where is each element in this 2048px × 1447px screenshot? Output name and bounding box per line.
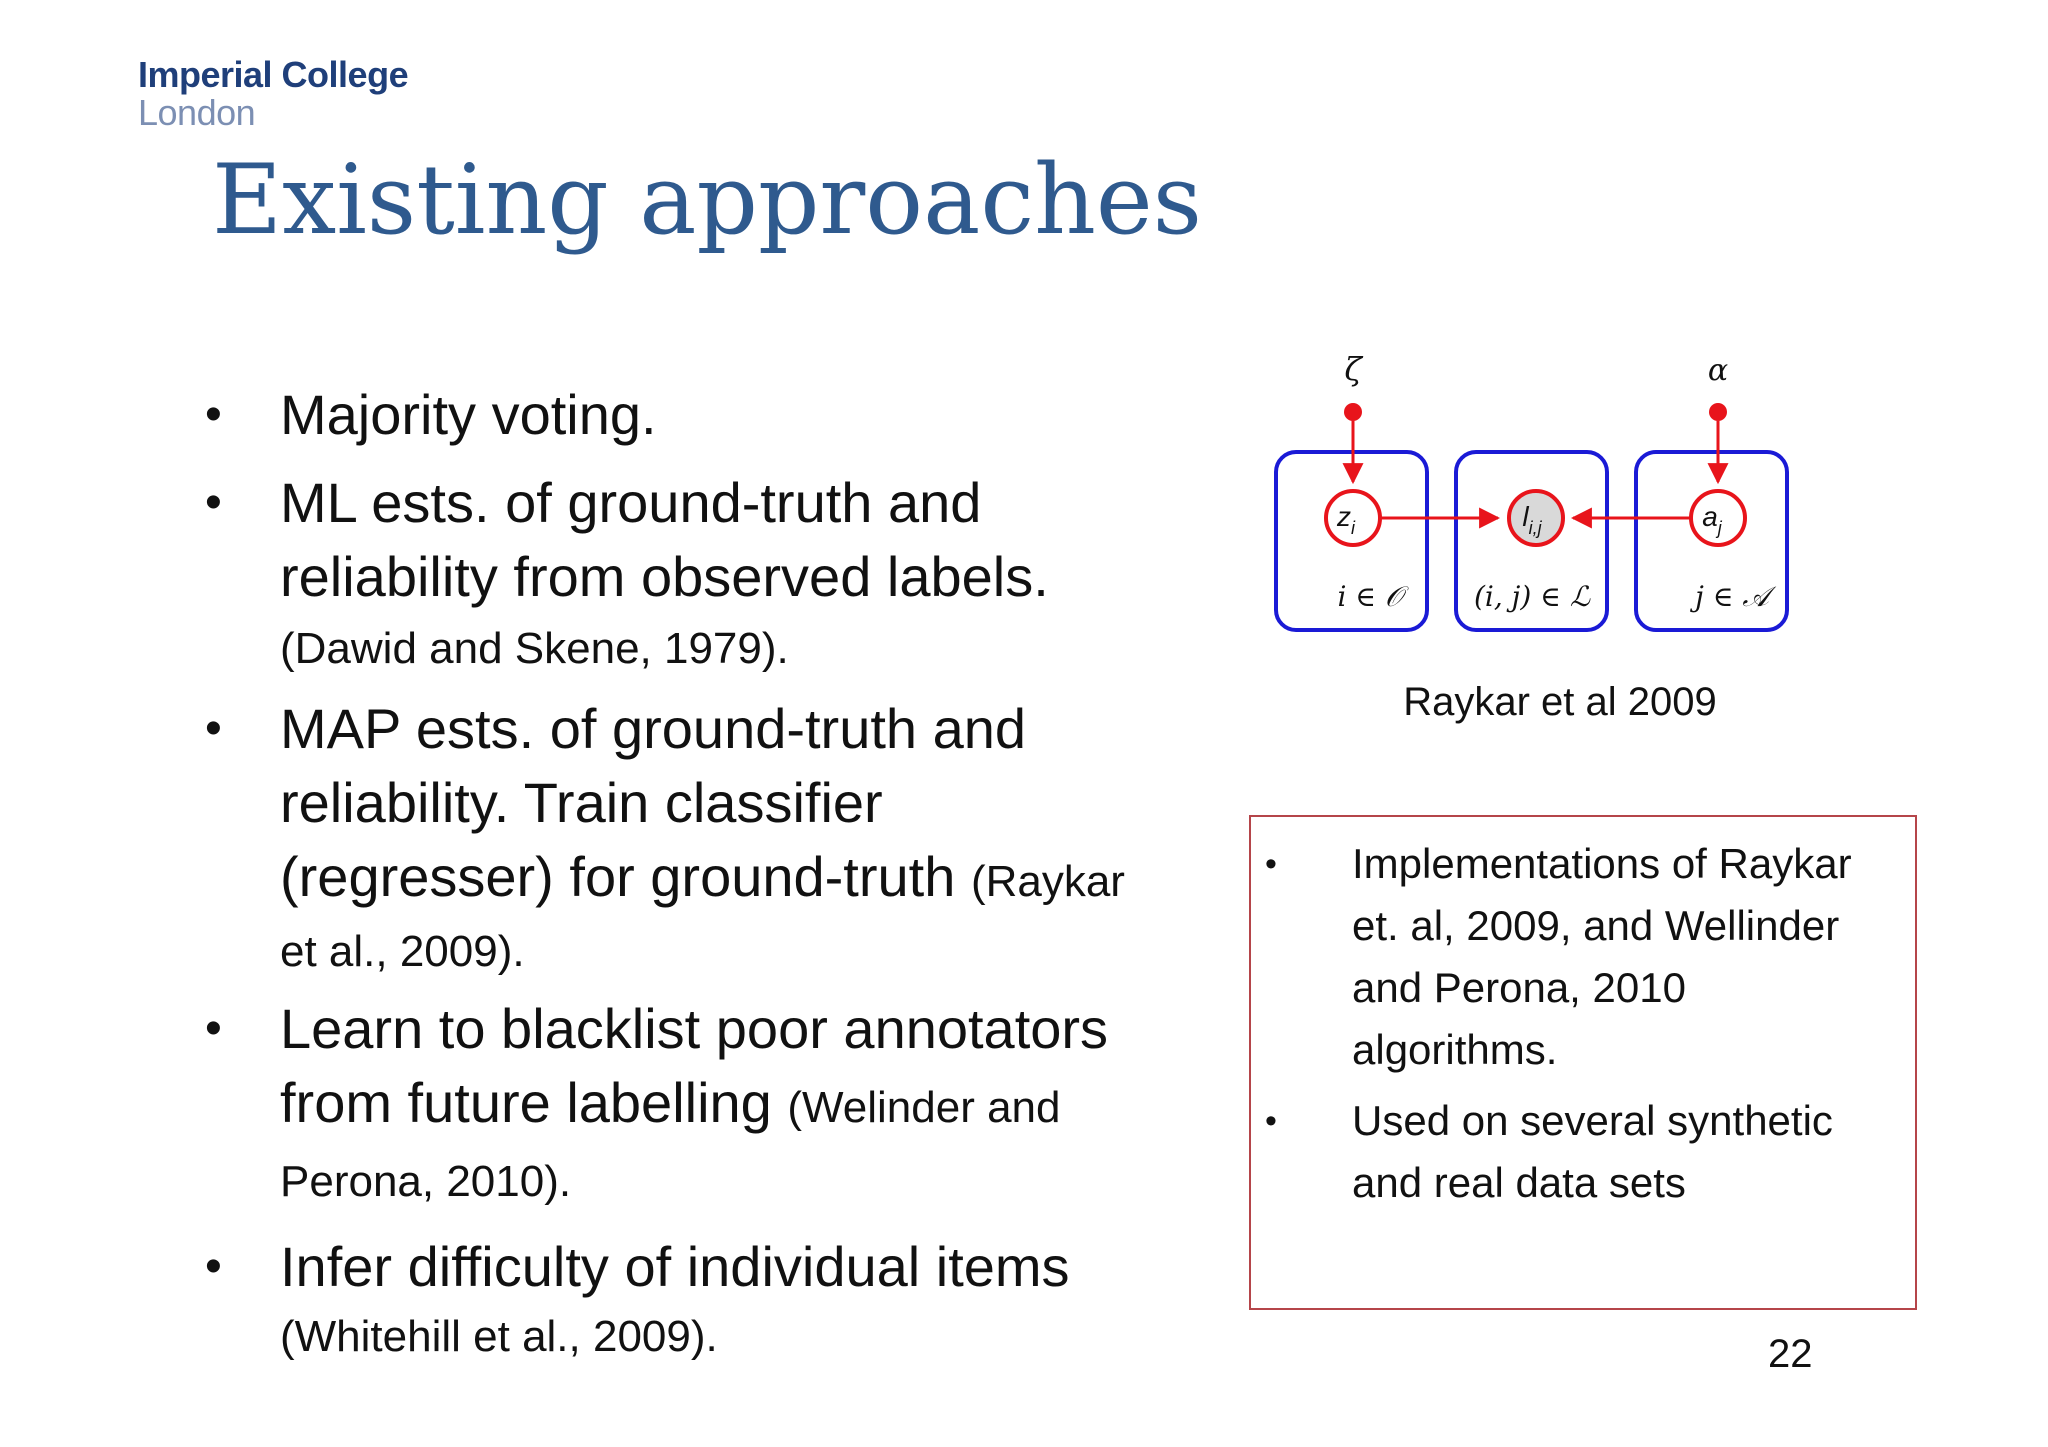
zeta-dot: [1344, 403, 1362, 421]
bullet-citation: (Dawid and Skene, 1979).: [280, 624, 789, 673]
bullet-citation: et al., 2009).: [280, 927, 525, 976]
bullet-text: [280, 466, 1180, 684]
diagram-caption: Raykar et al 2009: [1403, 680, 1717, 724]
bullet-line-with-citation: [280, 840, 1180, 919]
node-a-label: $a_j$: [1702, 501, 1722, 538]
bullet-text: [280, 992, 1180, 1219]
bullet-line: reliability from observed labels.: [280, 545, 1049, 608]
bullet-line-with-citation: [280, 1066, 1180, 1145]
bullet-text: Majority voting.: [280, 383, 657, 446]
bullet-line: reliability. Train classifier: [280, 771, 883, 834]
bullet-dot: •: [205, 1002, 222, 1055]
bullet-dot: •: [205, 702, 222, 755]
bullet-line: (regresser) for ground-truth: [280, 845, 956, 908]
alpha-label: α: [1707, 353, 1729, 388]
plate-annotators-label: j ∈ 𝒜: [1695, 580, 1769, 613]
bullet-citation: (Whitehill et al., 2009).: [280, 1312, 718, 1361]
bullet-dot: •: [205, 388, 222, 441]
page-number: 22: [1768, 1332, 1813, 1376]
bullet-citation: Perona, 2010).: [280, 1157, 572, 1206]
note-line: et. al, 2009, and Wellinder: [1352, 902, 1840, 949]
slide-title: Existing approaches: [212, 144, 1202, 256]
note-bullet-dot: •: [1265, 1102, 1277, 1140]
plate-items-label: i ∈ 𝒪: [1337, 580, 1403, 613]
logo-line-1: Imperial College: [138, 54, 409, 95]
bullet-line: MAP ests. of ground-truth and: [280, 697, 1027, 760]
bullet-citation: (Raykar: [970, 857, 1125, 906]
bullet-line: ML ests. of ground-truth and: [280, 471, 982, 534]
note-line: Used on several synthetic: [1352, 1097, 1833, 1144]
bullet-citation: (Welinder and: [787, 1083, 1061, 1132]
note-line: and real data sets: [1352, 1159, 1686, 1206]
note-box: [1249, 815, 1917, 1310]
node-l-label: $l_{i,j}$: [1522, 501, 1542, 538]
logo-line-2: London: [138, 92, 256, 133]
bullet-text: [280, 1230, 1180, 1370]
alpha-dot: [1709, 403, 1727, 421]
zeta-label: ζ: [1344, 350, 1362, 388]
note-text: [1352, 833, 1912, 1081]
note-line: algorithms.: [1352, 1026, 1558, 1073]
note-line: Implementations of Raykar: [1352, 840, 1852, 887]
note-bullet-dot: •: [1265, 845, 1277, 883]
note-text: [1352, 1090, 1912, 1214]
bullet-dot: •: [205, 476, 222, 529]
bullet-text: [280, 692, 1180, 985]
note-line: and Perona, 2010: [1352, 964, 1686, 1011]
node-z-label: $z_i$: [1337, 501, 1355, 538]
imperial-logo: [138, 56, 408, 132]
plate-labels-label: (i, j) ∈ ℒ: [1474, 580, 1590, 613]
bullet-line: Learn to blacklist poor annotators: [280, 997, 1109, 1060]
bullet-dot: •: [205, 1240, 222, 1293]
bullet-line: Infer difficulty of individual items: [280, 1235, 1070, 1298]
bullet-line: from future labelling: [280, 1071, 772, 1134]
graphical-model-diagram: [1270, 350, 1810, 650]
